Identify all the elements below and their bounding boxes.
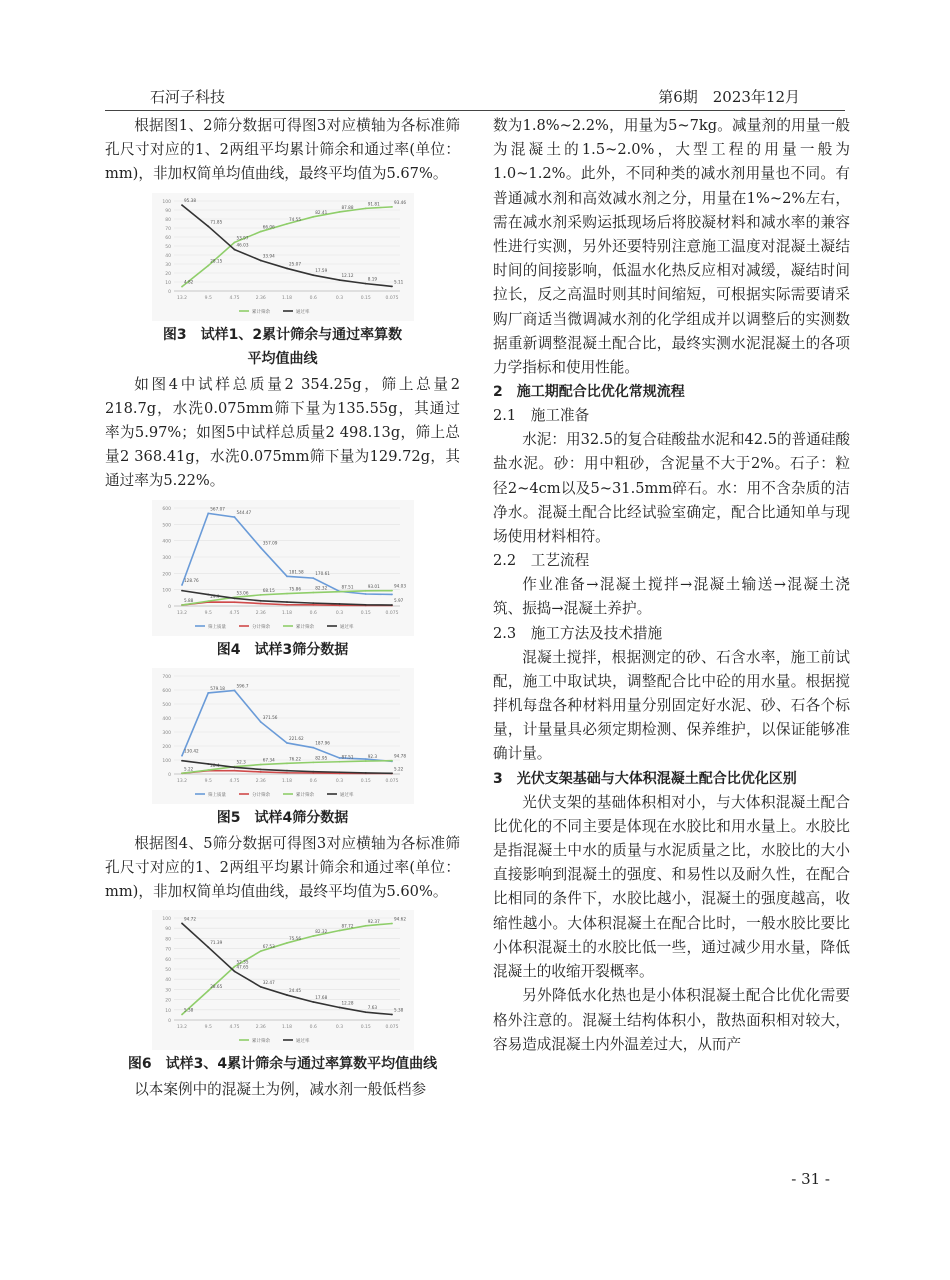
y-tick-label: 600: [161, 506, 171, 512]
data-label: 82.32: [314, 929, 327, 935]
y-tick-label: 70: [164, 947, 171, 953]
x-tick-label: 0.6: [309, 610, 317, 616]
caption-line: 平均值曲线: [247, 350, 318, 367]
data-label: 87.51: [341, 754, 353, 760]
data-label: 12.28: [341, 1000, 353, 1006]
data-point: [391, 206, 393, 208]
x-tick-label: 0.3: [335, 778, 343, 784]
data-point: [364, 760, 366, 762]
data-point: [233, 966, 235, 968]
subsection-heading: 2.3 施工方法及技术措施: [493, 624, 663, 642]
data-label: 76.22: [288, 755, 301, 761]
data-point: [312, 604, 314, 606]
data-point: [259, 600, 261, 602]
data-point: [312, 746, 314, 748]
paragraph: 作业准备→混凝土搅拌→混凝土输送→混凝土浇筑、振捣→混凝土养护。: [493, 576, 850, 618]
data-label: 12.12: [341, 272, 353, 278]
data-label: 52.3: [236, 759, 246, 765]
data-point: [364, 282, 366, 284]
x-tick-label: 0.6: [309, 295, 317, 301]
data-point: [233, 601, 235, 603]
x-tick-label: 0.15: [360, 610, 371, 616]
data-point: [312, 602, 314, 604]
data-label: 93.46: [393, 199, 406, 205]
x-tick-label: 0.075: [385, 1025, 398, 1031]
paragraph: 根据图1、2筛分数据可得图3对应横轴为各标准筛孔尺寸对应的1、2两组平均累计筛余和通过率(单位：mm)，非加权简单均值曲线，最终平均值为5.67%。: [105, 117, 460, 183]
data-point: [391, 923, 393, 925]
data-point: [207, 225, 209, 227]
x-tick-label: 4.75: [228, 1025, 240, 1031]
data-point: [181, 285, 183, 287]
x-tick-label: 13.2: [176, 1025, 187, 1031]
data-point: [286, 223, 288, 225]
data-point: [391, 593, 393, 595]
y-tick-label: 300: [161, 555, 171, 561]
data-point: [286, 769, 288, 771]
figure-5-chart: [152, 668, 414, 804]
data-point: [259, 594, 261, 596]
data-label: 357.09: [262, 540, 277, 546]
data-label: 5.88: [183, 597, 193, 603]
figure-6-chart: [152, 910, 414, 1050]
section-heading: 3 光伏支架基础与大体积混凝土配合比优化区别: [493, 770, 797, 787]
y-tick-label: 200: [161, 744, 171, 750]
y-tick-label: 10: [164, 280, 171, 286]
y-tick-label: 100: [161, 758, 171, 764]
data-label: 5.97: [393, 597, 403, 603]
data-point: [338, 1007, 340, 1009]
data-point: [338, 590, 340, 592]
legend-label: 通过率: [339, 624, 353, 630]
data-point: [233, 597, 235, 599]
data-point: [391, 772, 393, 774]
legend-label: 分计筛余: [251, 624, 270, 630]
figure-4-caption: 图4 试样3筛分数据: [216, 641, 349, 658]
legend-label: 通过率: [295, 1039, 309, 1045]
data-label: 71.39: [209, 940, 222, 946]
data-point: [338, 771, 340, 773]
data-point: [233, 689, 235, 691]
y-tick-label: 80: [164, 217, 171, 223]
data-label: 82.95: [314, 755, 327, 761]
legend-label: 累计筛余: [251, 1039, 270, 1045]
data-point: [391, 604, 393, 606]
y-tick-label: 70: [164, 226, 171, 232]
y-tick-label: 20: [164, 271, 171, 277]
data-point: [181, 1014, 183, 1016]
data-label: 567.07: [209, 506, 225, 512]
y-tick-label: 100: [161, 917, 171, 923]
figure-5-caption: 图5 试样4筛分数据: [216, 809, 349, 826]
data-point: [259, 771, 261, 773]
paragraph: 水泥：用32.5的复合硅酸盐水泥和42.5的普通硅酸盐水泥。砂：用中粗砂，含泥量不大于2%。石子：粒径2~4cm以及5~31.5mm碎石。水：用不含杂质的洁净水。混凝土配合比经试验室确定，配合比通知单与现场使用材料相符。: [493, 431, 850, 546]
data-label: 92.3: [367, 753, 377, 759]
x-tick-label: 2.36: [255, 778, 266, 784]
x-tick-label: 9.5: [204, 610, 212, 616]
data-label: 371.56: [262, 714, 277, 720]
data-point: [181, 204, 183, 206]
data-point: [233, 766, 235, 768]
y-tick-label: 50: [164, 968, 171, 974]
x-tick-label: 1.18: [281, 1025, 292, 1031]
y-tick-label: 60: [164, 235, 171, 241]
legend-label: 筛上质量: [207, 792, 226, 798]
data-point: [312, 216, 314, 218]
data-point: [259, 768, 261, 770]
data-point: [181, 604, 183, 606]
data-point: [364, 590, 366, 592]
data-label: 579.18: [209, 685, 225, 691]
data-point: [207, 763, 209, 765]
data-point: [207, 947, 209, 949]
left-column: [105, 114, 460, 1102]
data-point: [364, 207, 366, 209]
y-tick-label: 90: [164, 208, 171, 214]
data-label: 91.81: [367, 200, 380, 206]
data-label: 5.11: [393, 279, 403, 285]
data-point: [364, 593, 366, 595]
data-point: [181, 923, 183, 925]
data-label: 68.15: [262, 587, 275, 593]
data-label: 94.78: [393, 753, 406, 759]
x-tick-label: 0.075: [385, 778, 398, 784]
data-label: 128.76: [183, 577, 199, 583]
data-label: 94.62: [393, 916, 406, 922]
data-label: 52.35: [236, 959, 248, 965]
data-label: 24.45: [288, 988, 301, 994]
data-label: 74.55: [288, 216, 301, 222]
y-tick-label: 50: [164, 244, 171, 250]
paragraph: 如图4中试样总质量2 354.25g，筛上总量2 218.7g，水洗0.075mm筛下量为135.55g，其通过率为5.97%；如图5中试样总质量2 498.13g，筛上总量2 368.41g，水洗0.075mm筛下量为129.72g，其通过率为5.22%。: [105, 375, 460, 490]
y-tick-label: 600: [161, 688, 171, 694]
data-point: [233, 516, 235, 518]
data-label: 544.47: [236, 509, 251, 515]
figure-6-caption: 图6 试样3、4累计筛余与通过率算数平均值曲线: [127, 1056, 438, 1073]
data-point: [181, 589, 183, 591]
legend-label: 分计筛余: [251, 792, 270, 798]
data-point: [181, 754, 183, 756]
x-tick-label: 1.18: [281, 610, 292, 616]
data-point: [364, 758, 366, 760]
y-tick-label: 10: [164, 1009, 171, 1015]
x-tick-label: 2.36: [255, 1025, 266, 1031]
data-point: [391, 589, 393, 591]
x-tick-label: 2.36: [255, 295, 266, 301]
data-point: [233, 241, 235, 243]
y-tick-label: 0: [167, 289, 171, 295]
data-point: [338, 757, 340, 759]
x-tick-label: 13.2: [176, 610, 187, 616]
data-label: 82.41: [314, 209, 327, 215]
data-point: [233, 769, 235, 771]
data-label: 87.51: [341, 584, 353, 590]
data-point: [259, 986, 261, 988]
data-point: [207, 264, 209, 266]
right-column: [493, 114, 850, 1057]
data-point: [338, 760, 340, 762]
y-tick-label: 400: [161, 716, 171, 722]
data-label: 71.85: [209, 218, 222, 224]
data-label: 46.03: [236, 242, 248, 248]
data-label: 75.56: [288, 936, 301, 942]
data-label: 67.34: [262, 757, 275, 763]
y-tick-label: 0: [167, 1019, 171, 1025]
figure-3-chart: [152, 193, 414, 321]
data-label: 47.65: [236, 964, 248, 970]
section-heading: 2 施工期配合比优化常规流程: [493, 384, 685, 401]
y-tick-label: 500: [161, 702, 171, 708]
figure-4-chart: [152, 500, 414, 636]
data-label: 29.9: [209, 593, 220, 599]
y-tick-label: 200: [161, 571, 171, 577]
data-point: [391, 285, 393, 287]
data-point: [207, 593, 209, 595]
data-point: [286, 762, 288, 764]
data-point: [364, 604, 366, 606]
x-tick-label: 2.36: [255, 610, 266, 616]
x-tick-label: 0.6: [309, 778, 317, 784]
data-point: [391, 759, 393, 761]
data-point: [338, 279, 340, 281]
x-tick-label: 1.18: [281, 295, 292, 301]
data-label: 187.96: [314, 740, 330, 746]
y-tick-label: 100: [161, 588, 171, 594]
data-label: 17.59: [314, 267, 327, 273]
data-label: 5.22: [183, 765, 193, 771]
data-label: 5.38: [393, 1007, 403, 1013]
data-label: 28.65: [209, 984, 222, 990]
x-tick-label: 13.2: [176, 295, 187, 301]
data-label: 95.38: [183, 197, 196, 203]
data-point: [364, 772, 366, 774]
subsection-heading: 2.2 工艺流程: [493, 552, 590, 570]
x-tick-label: 9.5: [204, 778, 212, 784]
data-point: [312, 1001, 314, 1003]
legend-label: 通过率: [339, 792, 353, 798]
data-point: [312, 577, 314, 579]
y-tick-label: 60: [164, 958, 171, 964]
data-point: [312, 274, 314, 276]
header-rule: [105, 110, 845, 111]
data-point: [312, 770, 314, 772]
subsection-heading: 2.1 施工准备: [493, 407, 590, 425]
data-point: [181, 772, 183, 774]
data-point: [233, 971, 235, 973]
x-tick-label: 4.75: [228, 610, 240, 616]
data-point: [338, 211, 340, 213]
data-label: 82.32: [314, 585, 327, 591]
data-label: 28.4: [209, 762, 220, 768]
data-point: [338, 603, 340, 605]
data-label: 94.03: [393, 583, 406, 589]
y-tick-label: 40: [164, 253, 171, 259]
data-point: [286, 994, 288, 996]
journal-name: 石河子科技: [150, 88, 226, 106]
data-point: [259, 230, 261, 232]
y-tick-label: 40: [164, 978, 171, 984]
y-tick-label: 0: [167, 604, 171, 610]
y-tick-label: 30: [164, 988, 171, 994]
data-point: [207, 600, 209, 602]
paragraph: 另外降低水化热也是小体积混凝土配合比优化需要格外注意的。混凝土结构体积小，散热面积相对较大，容易造成混凝土内外温差过大，从而产: [493, 987, 850, 1053]
data-point: [207, 769, 209, 771]
data-label: 87.72: [341, 923, 353, 929]
data-point: [338, 930, 340, 932]
data-point: [259, 259, 261, 261]
data-label: 53.06: [236, 589, 248, 595]
x-tick-label: 0.075: [385, 295, 398, 301]
x-tick-label: 0.15: [360, 1025, 371, 1031]
caption-line: 图3 试样1、2累计筛余与通过率算数: [162, 326, 403, 343]
data-point: [364, 1012, 366, 1014]
data-label: 75.86: [288, 586, 301, 592]
x-tick-label: 0.15: [360, 778, 371, 784]
data-point: [181, 759, 183, 761]
x-tick-label: 4.75: [228, 295, 240, 301]
data-label: 4.82: [183, 279, 193, 285]
x-tick-label: 0.3: [335, 295, 343, 301]
data-point: [207, 692, 209, 694]
paragraph: 根据图4、5筛分数据可得图3对应横轴为各标准筛孔尺寸对应的1、2两组平均累计筛余和通过率(单位：mm)，非加权简单均值曲线，最终平均值为5.60%。: [105, 834, 460, 901]
data-point: [312, 761, 314, 763]
data-label: 5.22: [393, 765, 403, 771]
data-label: 53.97: [236, 235, 248, 241]
data-point: [286, 575, 288, 577]
data-label: 596.7: [236, 683, 248, 689]
y-tick-label: 20: [164, 998, 171, 1004]
data-label: 32.47: [262, 980, 275, 986]
data-label: 17.68: [314, 995, 327, 1001]
data-point: [259, 763, 261, 765]
data-point: [286, 601, 288, 603]
data-label: 92.37: [367, 919, 380, 925]
data-label: 66.06: [262, 224, 275, 230]
data-label: 25.07: [288, 261, 301, 267]
data-label: 94.72: [183, 916, 196, 922]
data-label: 181.58: [288, 568, 304, 574]
data-label: 8.19: [367, 276, 377, 282]
legend-label: 累计筛余: [251, 309, 270, 315]
issue-info: 第6期 2023年12月: [658, 88, 800, 106]
y-tick-label: 90: [164, 927, 171, 933]
data-point: [312, 591, 314, 593]
data-point: [286, 742, 288, 744]
y-tick-label: 400: [161, 539, 171, 545]
x-tick-label: 0.6: [309, 1025, 317, 1031]
data-label: 221.62: [288, 735, 304, 741]
y-tick-label: 100: [161, 199, 171, 205]
data-point: [259, 721, 261, 723]
y-tick-label: 80: [164, 937, 171, 943]
paragraph: 数为1.8%~2.2%，用量为5~7kg。减量剂的用量一般为混凝土的1.5~2.0%，大型工程的用量一般为1.0~1.2%。此外，不同种类的减水剂用量也不同。有普通减水剂和高效减水剂之分，用量在1%~2%左右，需在减水剂采购运抵现场后将胶凝材料和减水率的兼容性进行实测，另外还要特别注意施工温度对混凝土凝结时间的间接影响，低温水化热反应相对减缓，凝结时间拉长，反之高温时则其时间缩短，可根据实际需要请采购厂商适当微调减水剂的化学组成并以调整后的实测数据重新调整混凝土配合比，最终实测水泥混凝土的各项力学指标和使用性能。: [493, 117, 850, 377]
x-tick-label: 0.15: [360, 295, 371, 301]
data-point: [207, 512, 209, 514]
data-label: 130.42: [183, 748, 199, 754]
data-point: [286, 771, 288, 773]
data-point: [286, 267, 288, 269]
y-tick-label: 30: [164, 262, 171, 268]
data-label: 5.38: [183, 1007, 193, 1013]
data-label: 67.53: [262, 944, 275, 950]
data-label: 170.61: [314, 570, 330, 576]
y-tick-label: 300: [161, 730, 171, 736]
data-point: [259, 546, 261, 548]
x-tick-label: 0.3: [335, 1025, 343, 1031]
x-tick-label: 9.5: [204, 295, 212, 301]
legend-label: 累计筛余: [295, 624, 314, 630]
paragraph: 以本案例中的混凝土为例，减水剂一般低档参: [134, 1081, 427, 1099]
data-label: 87.88: [341, 204, 353, 210]
data-point: [181, 584, 183, 586]
paragraph: 混凝土搅拌，根据测定的砂、石含水率，施工前试配，施工中取试块，调整配合比中砼的用水量。根据搅拌机每盘各种材料用量分别固定好水泥、砂、石各个标量，计量量具必须定期检测、保养维护，以保证能够准确计量。: [493, 648, 850, 763]
x-tick-label: 1.18: [281, 778, 292, 784]
x-tick-label: 9.5: [204, 1025, 212, 1031]
paragraph: 光伏支架的基础体积相对小，与大体积混凝土配合比优化的不同主要是体现在水胶比和用水量上。水胶比是指混凝土中水的质量与水泥质量之比，水胶比的大小直接影响到混凝土的强度、和易性以及耐久性，在配合比相同的条件下，水胶比越小，混凝土的强度越高，收缩性越小。大体积混凝土在配合比时，一般水胶比要比小体积混凝土的水胶比低一些，通过减少用水量，降低混凝土的收缩开裂概率。: [493, 793, 850, 981]
legend-label: 通过率: [295, 309, 309, 315]
data-label: 7.63: [367, 1005, 377, 1011]
x-tick-label: 0.075: [385, 610, 398, 616]
data-point: [259, 602, 261, 604]
data-point: [286, 592, 288, 594]
data-point: [312, 935, 314, 937]
data-point: [286, 942, 288, 944]
data-label: 33.94: [262, 253, 275, 259]
data-point: [286, 603, 288, 605]
x-tick-label: 0.3: [335, 610, 343, 616]
x-tick-label: 13.2: [176, 778, 187, 784]
y-tick-label: 700: [161, 674, 171, 680]
data-point: [364, 925, 366, 927]
data-point: [259, 950, 261, 952]
figure-3-caption: [105, 323, 460, 371]
data-point: [233, 248, 235, 250]
legend-label: 筛上质量: [207, 624, 226, 630]
x-tick-label: 4.75: [228, 778, 240, 784]
y-tick-label: 500: [161, 522, 171, 528]
data-point: [391, 1014, 393, 1016]
data-label: 28.15: [209, 258, 222, 264]
data-label: 93.01: [367, 583, 380, 589]
page-number: - 31 -: [791, 1170, 830, 1188]
data-point: [207, 990, 209, 992]
y-tick-label: 0: [167, 772, 171, 778]
legend-label: 累计筛余: [295, 792, 314, 798]
